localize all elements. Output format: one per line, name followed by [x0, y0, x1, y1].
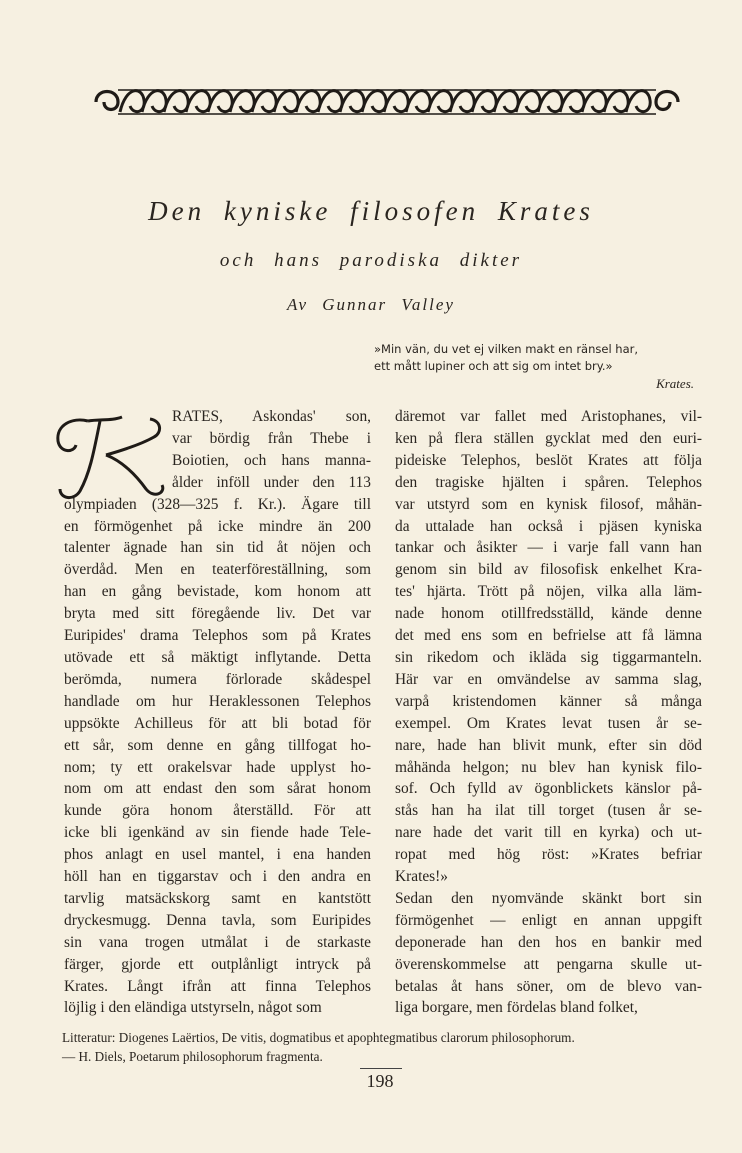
epigraph-author: Krates.: [656, 376, 694, 391]
text-line: var utstyrd som en kynisk filosof, måhän-: [395, 495, 702, 513]
text-line: sin vana trogen utmålat i de starkaste: [64, 933, 371, 951]
text-line: kunde göra honom återställd. För att: [64, 802, 371, 820]
page-number-rule: [360, 1068, 402, 1069]
text-line: phos anlagt en usel mantel, i ena handen: [64, 846, 371, 864]
text-line: da uttalade han också i pjäsen kyniska: [395, 517, 702, 535]
text-line: tarvlig matsäckskorg samt en kantstött: [64, 889, 371, 907]
text-line: sin rikedom och ikläda sig tiggarmanteln.: [395, 648, 702, 666]
text-line: ett sår, som denne en gång tillfogat ho-: [64, 736, 371, 754]
text-line: den tragiske hjälten i spåren. Telephos: [395, 473, 702, 491]
right-column: [395, 406, 702, 1019]
text-line: sof. Och fylld av ögonblickets känslor på-: [395, 780, 702, 798]
text-line: bryta med sitt föregående liv. Det var: [64, 605, 371, 623]
text-line: handlade om hur Heraklessonen Telephos: [64, 692, 371, 710]
text-line: varpå kristendomen känner så många: [395, 692, 702, 710]
text-line: däremot var fallet med Aristophanes, vil-: [395, 408, 702, 425]
text-line: ken på flera ställen gycklat med den euri-: [395, 429, 702, 447]
text-line: Krates!»: [395, 868, 448, 886]
text-line: pideiske Telephos, beslöt Krates att följa: [395, 451, 702, 469]
text-line: löjlig i den eländiga utstyrseln, något som: [64, 999, 322, 1017]
text-line: nade honom otillfredsställd, kände denne: [395, 605, 702, 623]
text-line: stås han ha ilat till torget (tusen år se-: [395, 802, 702, 820]
text-line: icke bli igenkänd av sin fiende hade Tele-: [64, 824, 371, 842]
text-line: tes' hjärta. Trött på nöjen, vilka alla läm-: [395, 583, 702, 601]
left-column: [64, 406, 371, 1019]
epigraph-line: »Min vän, du vet ej vilken makt en ränsel har,: [374, 342, 639, 356]
text-line: Sedan den nyomvände skänkt bort sin: [395, 889, 702, 907]
text-line: färger, gjorde ett outplånligt intryck på: [64, 955, 371, 973]
footnote-line: Litteratur: Diogenes Laërtios, De vitis, dogmatibus et apophtegmatibus clarorum philosophorum.: [62, 1030, 575, 1045]
text-line: överenskommelse att pengarna skulle ut-: [395, 955, 702, 973]
text-line: dryckesmugg. Denna tavla, som Euripides: [64, 911, 371, 929]
text-line: höll han en tiggarstav och i den andra en: [64, 868, 371, 886]
text-line: RATES, Askondas' son,: [172, 408, 371, 425]
text-line: ropat med hög röst: »Krates befriar: [395, 846, 702, 864]
epigraph: [374, 341, 694, 392]
text-line: Boiotien, och hans manna-: [172, 451, 371, 469]
text-line: olympiaden (328—325 f. Kr.). Ägare till: [64, 495, 371, 513]
text-line: nom om att endast den som sårat honom: [64, 780, 371, 798]
text-line: deponerade han den hos en bankir med: [395, 933, 702, 951]
text-line: Här var en omvändelse av samma slag,: [395, 670, 702, 688]
epigraph-line: ett mått lupiner och att sig om intet bry.»: [374, 359, 613, 373]
page-number: 198: [366, 1071, 394, 1091]
footnote-line: — H. Diels, Poetarum philosophorum fragmenta.: [62, 1049, 323, 1064]
text-line: liga borgare, men fördelas bland folket,: [395, 999, 638, 1017]
text-line: Euripides' drama Telephos som på Krates: [64, 627, 371, 645]
article-byline: Av Gunnar Valley: [287, 295, 455, 314]
text-line: betalas åt hans söner, om de blevo van-: [395, 977, 702, 995]
text-line: tankar och åsikter — i varje fall vann han: [395, 539, 702, 557]
article-title: Den kyniske filosofen Krates: [148, 196, 594, 226]
text-line: berömda, numera förlorade skådespel: [64, 670, 371, 688]
text-line: det med ens som en befrielse att få lämna: [395, 627, 702, 645]
text-line: överdåd. Men en teaterföreställning, som: [64, 561, 371, 579]
text-line: en förmögenhet på icke mindre än 200: [64, 517, 371, 535]
text-line: måhända helgon; nu blev han kynisk filo-: [395, 758, 702, 776]
text-line: nare hade det varit till en kyrka) och ut-: [395, 824, 702, 842]
text-line: han en gång bevistade, kom honom att: [64, 583, 371, 601]
text-line: Krates. Långt ifrån att finna Telephos: [64, 977, 371, 995]
text-line: genom sin bild av filosofisk enkelhet Kra-: [395, 561, 702, 579]
text-line: var bördig från Thebe i: [172, 429, 371, 447]
text-line: talenter ägnade han sin tid åt nöjen och: [64, 539, 371, 557]
text-line: nare, hade han blivit munk, efter sin död: [395, 736, 702, 754]
text-line: exempel. Om Krates levat tusen år se-: [395, 714, 702, 732]
text-line: utövade ett så mäktigt inflytande. Detta: [64, 648, 371, 666]
article-subtitle: och hans parodiska dikter: [219, 250, 523, 271]
text-line: nom; ty ett orakelsvar hade upplyst ho-: [64, 758, 371, 776]
braided-ornament-icon: [78, 82, 696, 122]
footnote: [62, 1028, 712, 1066]
text-line: uppsökte Achilleus för att bli botad för: [64, 714, 371, 732]
text-line: förmögenhet — enligt en annan uppgift: [395, 911, 702, 929]
text-line: ålder inföll under den 113: [172, 473, 371, 491]
